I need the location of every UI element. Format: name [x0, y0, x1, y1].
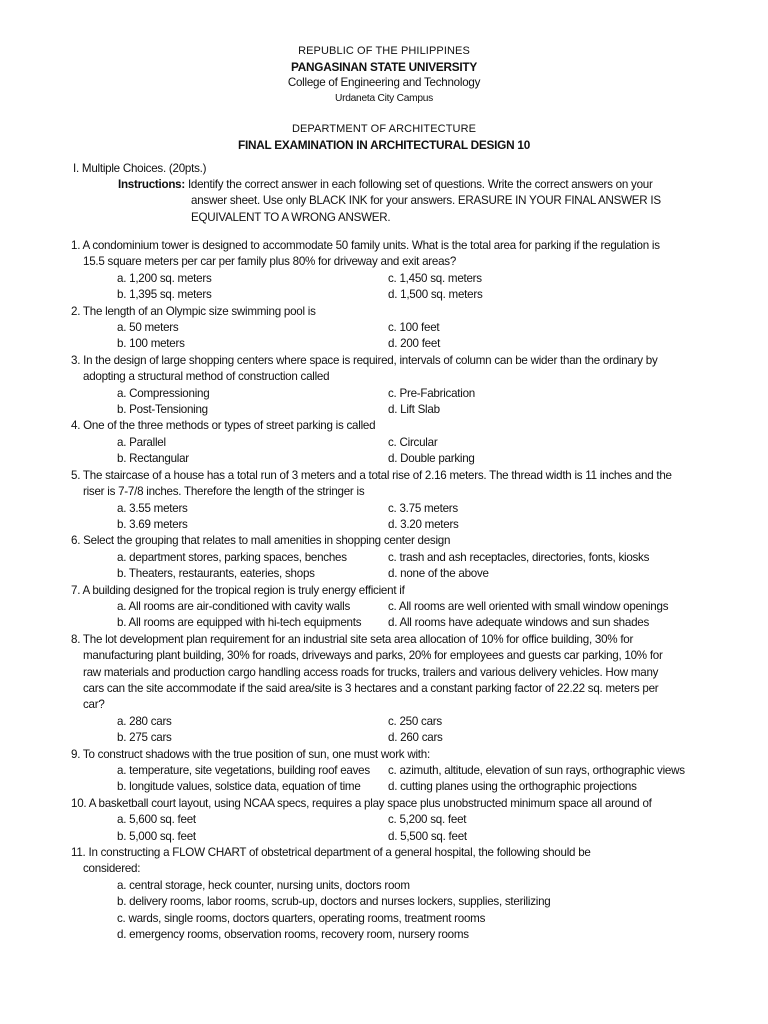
answer-option: d. 200 feet — [388, 337, 441, 351]
answer-option: a. Compressioning — [117, 386, 210, 400]
answer-option: b. 100 meters — [117, 337, 185, 351]
question-item — [71, 304, 711, 353]
question-text: 3. In the design of large shopping centers where space is required, intervals of column can be wider than the ordinary by — [71, 353, 658, 367]
answer-option: c. Circular — [388, 435, 438, 449]
answer-option: d. 5,500 sq. feet — [388, 829, 467, 843]
answer-option: b. 275 cars — [117, 731, 172, 745]
option-row — [71, 714, 711, 730]
answer-option: c. All rooms are well oriented with small window openings — [388, 599, 669, 613]
instructions-text: Identify the correct answer in each following set of questions. Write the correct answers on your — [184, 178, 653, 191]
question-text: raw materials and production cargo handling access roads for trucks, trailers and various delivery vehicles. How many — [83, 665, 659, 679]
answer-option: d. Double parking — [388, 452, 475, 466]
section-title: I. Multiple Choices. (20pts.) — [73, 162, 207, 175]
question-item — [71, 353, 711, 419]
answer-option: b. 5,000 sq. feet — [117, 829, 196, 843]
question-item — [71, 747, 711, 796]
answer-option: b. delivery rooms, labor rooms, scrub-up, doctors and nurses lockers, supplies, sterilizing — [117, 895, 551, 909]
answer-option: d. emergency rooms, observation rooms, recovery room, nursery rooms — [117, 928, 469, 942]
question-text: 9. To construct shadows with the true position of sun, one must work with: — [71, 747, 430, 761]
question-text: 2. The length of an Olympic size swimming pool is — [71, 304, 316, 318]
answer-option: c. 5,200 sq. feet — [388, 813, 467, 827]
answer-option: d. 260 cars — [388, 731, 443, 745]
answer-option: b. 1,395 sq. meters — [117, 288, 212, 302]
option-row — [71, 320, 711, 336]
answer-option: b. All rooms are equipped with hi-tech equipments — [117, 616, 362, 630]
option-row — [71, 287, 711, 303]
answer-option: c. 100 feet — [388, 321, 440, 335]
option-row — [71, 402, 711, 418]
option-row — [71, 386, 711, 402]
answer-option: d. 1,500 sq. meters — [388, 288, 483, 302]
question-text: 6. Select the grouping that relates to mall amenities in shopping center design — [71, 534, 451, 548]
question-item — [71, 796, 711, 845]
department-name: DEPARTMENT OF ARCHITECTURE — [291, 123, 477, 135]
answer-option: a. 280 cars — [117, 714, 172, 728]
answer-option: b. Theaters, restaurants, eateries, shops — [117, 567, 315, 581]
question-text: cars can the site accommodate if the said area/site is 3 hectares and a constant parking factor of 22.22 sq. meters per — [83, 681, 659, 695]
question-text: 8. The lot development plan requirement for an industrial site seta area allocation of 10% for office building, 30% for — [71, 632, 634, 646]
question-item — [71, 418, 711, 467]
college-name: College of Engineering and Technology — [287, 76, 481, 89]
option-row — [71, 599, 711, 615]
answer-option: a. temperature, site vegetations, building roof eaves — [117, 764, 370, 777]
exam-title: FINAL EXAMINATION IN ARCHITECTURAL DESIGN 10 — [237, 137, 531, 152]
question-item — [71, 845, 711, 943]
questions-list — [71, 238, 711, 943]
answer-option: b. Post-Tensioning — [117, 403, 208, 417]
question-text: 10. A basketball court layout, using NCAA specs, requires a play space plus unobstructed minimum space all around of — [71, 796, 652, 810]
answer-option: a. 1,200 sq. meters — [117, 271, 212, 285]
question-text: riser is 7-7/8 inches. Therefore the length of the stringer is — [83, 485, 365, 499]
option-row — [71, 550, 711, 566]
instructions-text: EQUIVALENT TO A WRONG ANSWER. — [191, 210, 391, 224]
answer-option: a. Parallel — [117, 435, 166, 449]
option-row — [71, 451, 711, 467]
answer-option: c. azimuth, altitude, elevation of sun rays, orthographic views — [388, 764, 685, 777]
answer-option: a. 3.55 meters — [117, 501, 188, 515]
question-text: 4. One of the three methods or types of street parking is called — [71, 419, 376, 433]
option-row — [71, 435, 711, 451]
document-header — [0, 44, 768, 153]
answer-option: b. longitude values, solstice data, equation of time — [117, 780, 361, 794]
answer-option: c. wards, single rooms, doctors quarters, operating rooms, treatment rooms — [117, 911, 486, 925]
option-row — [71, 812, 711, 828]
instructions-block — [118, 177, 678, 226]
option-row — [71, 763, 711, 779]
question-item — [71, 533, 711, 582]
answer-option: d. none of the above — [388, 567, 489, 581]
option-row — [71, 501, 711, 517]
answer-option: a. department stores, parking spaces, benches — [117, 550, 347, 564]
answer-option: b. Rectangular — [117, 452, 189, 466]
option-row — [71, 336, 711, 352]
university-name: PANGASINAN STATE UNIVERSITY — [291, 59, 477, 74]
question-item — [71, 632, 711, 747]
question-text: adopting a structural method of construction called — [83, 370, 330, 384]
answer-option: d. Lift Slab — [388, 403, 440, 417]
answer-option: c. 1,450 sq. meters — [388, 271, 482, 285]
question-text: 5. The staircase of a house has a total run of 3 meters and a total rise of 2.16 meters. The thread width is 11 inches and the — [71, 468, 672, 482]
option-row — [71, 566, 711, 582]
answer-option: d. cutting planes using the orthographic projections — [388, 780, 637, 794]
question-text: manufacturing plant building, 30% for roads, driveways and parks, 20% for employees and guests car parking, 10% for — [83, 649, 663, 663]
option-row — [71, 271, 711, 287]
option-row — [71, 779, 711, 795]
question-text: 11. In constructing a FLOW CHART of obstetrical department of a general hospital, the following should be — [71, 846, 591, 860]
answer-option: d. 3.20 meters — [388, 517, 459, 531]
answer-option: c. Pre-Fabrication — [388, 386, 475, 400]
option-row — [71, 615, 711, 631]
answer-option: b. 3.69 meters — [117, 517, 188, 531]
question-item — [71, 238, 711, 304]
question-text: 1. A condominium tower is designed to accommodate 50 family units. What is the total area for parking if the regulation is — [71, 239, 660, 252]
option-row — [71, 730, 711, 746]
question-item — [71, 583, 711, 632]
answer-option: a. All rooms are air-conditioned with cavity walls — [117, 599, 351, 613]
answer-option: c. trash and ash receptacles, directories, fonts, kiosks — [388, 550, 650, 564]
answer-option: a. 50 meters — [117, 321, 179, 335]
option-row — [71, 517, 711, 533]
republic-heading: REPUBLIC OF THE PHILIPPINES — [298, 45, 470, 57]
answer-option: c. 3.75 meters — [388, 501, 458, 515]
answer-option: a. central storage, heck counter, nursing units, doctors room — [117, 878, 410, 892]
answer-option: d. All rooms have adequate windows and sun shades — [388, 616, 650, 630]
answer-option: c. 250 cars — [388, 714, 442, 728]
answer-option: a. 5,600 sq. feet — [117, 813, 196, 827]
campus-name: Urdaneta City Campus — [334, 92, 434, 104]
option-row — [71, 829, 711, 845]
instructions-text: answer sheet. Use only BLACK INK for your answers. ERASURE IN YOUR FINAL ANSWER IS — [191, 194, 661, 208]
question-text: considered: — [83, 862, 141, 876]
question-text: 15.5 square meters per car per family plus 80% for driveway and exit areas? — [83, 255, 457, 269]
instructions-line — [118, 177, 678, 193]
question-text: 7. A building designed for the tropical region is truly energy efficient if — [71, 583, 405, 597]
question-item — [71, 468, 711, 534]
instructions-label: Instructions: — [118, 178, 185, 191]
question-text: car? — [83, 698, 105, 712]
